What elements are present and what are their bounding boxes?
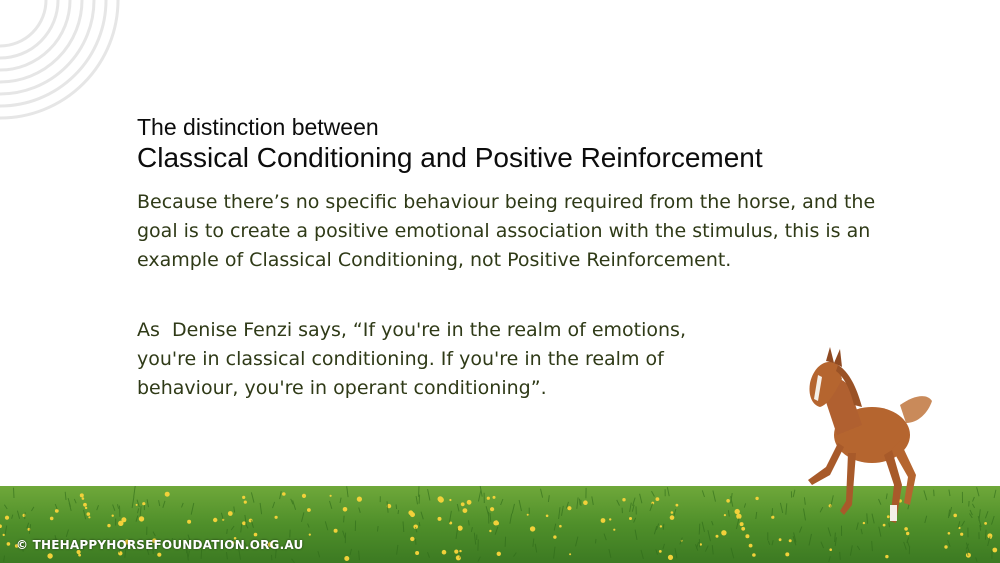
title-line-1: The distinction between [137,114,379,140]
concentric-arcs-decoration [0,0,130,130]
paragraph-1: Because there’s no specific behaviour being required from the horse, and the goal is to create a positive emotional association with the stimulus, this is an example of Classical Conditioning, not Positive Reinforcement. [137,191,876,271]
paragraph-2 [137,316,777,403]
title-line-2: Classical Conditioning and Positive Reinforcement [137,142,763,173]
slide-title [137,113,763,175]
copyright-credit: © THEHAPPYHORSEFOUNDATION.ORG.AU [16,538,304,552]
paragraph-2-line-2: you're in classical conditioning. If you're in the realm of [137,348,664,370]
paragraph-2-line-1: As Denise Fenzi says, “If you're in the realm of emotions, [137,319,686,341]
foal-image [792,335,937,540]
paragraph-2-line-3: behaviour, you're in operant conditioning”. [137,377,547,399]
